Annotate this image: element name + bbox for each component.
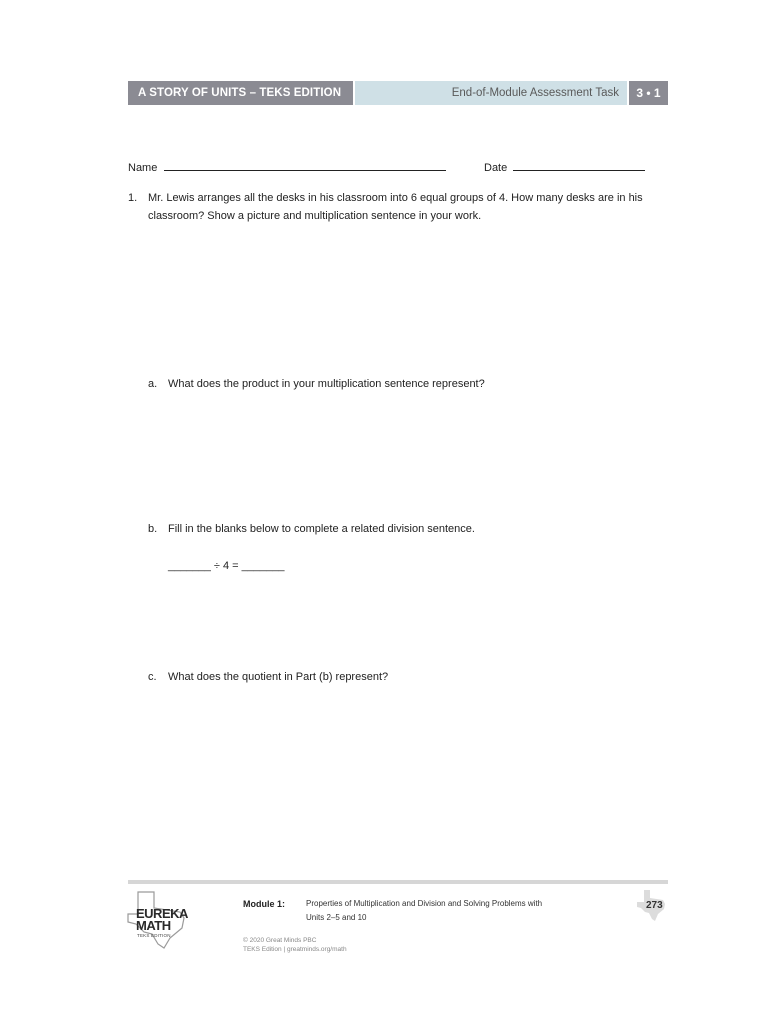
name-label: Name: [128, 162, 158, 174]
logo-word-math: MATH: [136, 918, 171, 933]
date-line[interactable]: [513, 158, 645, 171]
question-1-line-1: Mr. Lewis arranges all the desks in his classroom into 6 equal groups of 4. How many desks are in his: [148, 192, 643, 204]
task-banner: [355, 81, 627, 105]
badge-text: 3 • 1: [636, 86, 661, 100]
footer-rule: [128, 880, 668, 884]
question-1-number: 1.: [128, 192, 138, 204]
copyright-line-1: © 2020 Great Minds PBC: [243, 937, 317, 944]
task-title: End-of-Module Assessment Task: [451, 87, 619, 99]
eureka-math-logo: [124, 888, 190, 950]
name-line[interactable]: [164, 158, 446, 171]
part-c-label: c.: [148, 671, 157, 683]
part-a-label: a.: [148, 378, 158, 390]
series-title: A STORY OF UNITS – TEKS EDITION: [138, 87, 342, 99]
copyright: [243, 936, 347, 954]
logo-teks-edition: TEKS EDITION: [137, 933, 171, 938]
module-description: [306, 897, 566, 925]
name-field: [128, 158, 446, 177]
part-b-text: Fill in the blanks below to complete a related division sentence.: [168, 523, 475, 535]
part-c-text: What does the quotient in Part (b) represent?: [168, 671, 389, 683]
date-label: Date: [484, 162, 508, 174]
division-equation: _______ ÷ 4 = _______: [168, 560, 285, 572]
module-desc-line-2: Units 2–5 and 10: [306, 913, 367, 922]
module-desc-line-1: Properties of Multiplication and Division and Solving Problems with: [306, 899, 543, 908]
grade-module-badge: [629, 81, 668, 105]
copyright-line-2: TEKS Edition | greatminds.org/math: [243, 946, 347, 953]
series-banner: [128, 81, 353, 105]
logo-word-eureka: EUREKA: [136, 906, 188, 921]
page-number: 273: [646, 900, 663, 911]
module-label: Module 1:: [243, 899, 285, 909]
part-a-text: What does the product in your multiplication sentence represent?: [168, 378, 485, 390]
date-field: [484, 158, 645, 177]
question-1-line-2: classroom? Show a picture and multiplication sentence in your work.: [148, 210, 482, 222]
part-b-label: b.: [148, 523, 158, 535]
